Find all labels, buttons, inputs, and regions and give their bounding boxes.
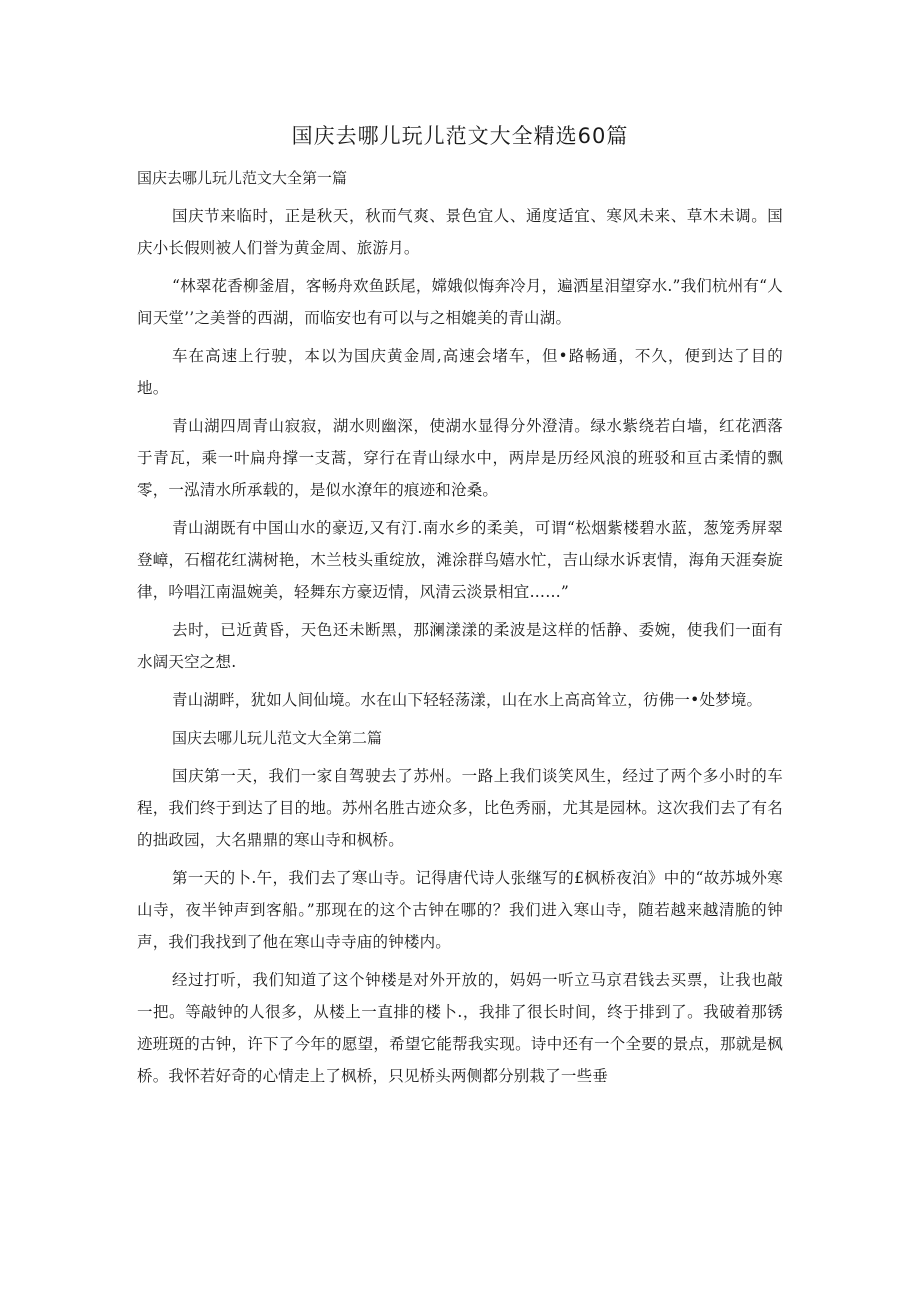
section-heading: 国庆去哪儿玩儿范文大全第一篇 bbox=[137, 169, 348, 187]
paragraph: 国庆节来临时，正是秋天，秋而气爽、景色宜人、通度适宜、寒风未来、草木未调。国庆小长假则被人们誉为黄金周、旅游月。 bbox=[137, 207, 783, 257]
paragraph: 国庆第一天，我们一家自驾驶去了苏州。一路上我们谈笑风生，经过了两个多小时的车程，我们终于到达了目的地。苏州名胜古迹众多，比色秀丽，尤其是园林。这次我们去了有名的拙政园，大名鼎鼎的寒山寺和枫桥。 bbox=[137, 767, 783, 849]
section-heading: 国庆去哪儿玩儿范文大全第二篇 bbox=[172, 729, 383, 747]
paragraph: “林翠花香柳釜眉，客畅舟欢鱼跃尾，嫦娥似悔奔冷月，遍洒星泪望穿水.”我们杭州有“人间天堂’’之美誉的西湖，而临安也有可以与之相媲美的青山湖。 bbox=[137, 277, 783, 327]
paragraph: 青山湖畔，犹如人间仙境。水在山下轻轻荡漾，山在水上高高耸立，彷佛一•处梦境。 bbox=[172, 691, 763, 709]
document-title: 国庆去哪儿玩儿范文大全精选60篇 bbox=[291, 124, 629, 148]
paragraph: 青山湖既有中国山水的豪迈,又有汀.南水乡的柔美，可谓“松烟紫楼碧水蓝，葱笼秀屏翠登嶂，石榴花红满树艳，木兰枝头重绽放，滩涂群鸟嬉水忙，吉山绿水诉衷情，海角天涯奏旋律，吟唱江南温婉美，轻舞东方豪迈情，风清云淡景相宜……” bbox=[137, 519, 783, 601]
paragraph: 第一天的卜.午，我们去了寒山寺。记得唐代诗人张继写的£枫桥夜泊》中的“故苏城外寒山寺，夜半钟声到客船。”那现在的这个古钟在哪的？我们进入寒山寺，随若越来越清脆的钟声，我们我找到了他在寒山寺寺庙的钟楼内。 bbox=[137, 869, 783, 951]
section-2 bbox=[137, 722, 783, 1092]
paragraph: 青山湖四周青山寂寂，湖水则幽深，使湖水显得分外澄清。绿水紫绕若白墙，红花洒落于青瓦，乘一叶扁舟撑一支蒿，穿行在青山绿水中，两岸是历经风浪的班驳和亘古柔情的飘零，一泓清水所承载的，是似水潦年的痕迹和沧桑。 bbox=[137, 417, 783, 499]
paragraph: 车在高速上行驶，本以为国庆黄金周,高速会堵车，但•路畅通，不久，便到达了目的地。 bbox=[137, 347, 783, 397]
paragraph: 去时，已近黄昏，天色还未断黑，那澜漾漾的柔波是这样的恬静、委婉，使我们一面有水阔天空之想. bbox=[137, 621, 783, 671]
paragraph: 经过打听，我们知道了这个钟楼是对外开放的，妈妈一听立马京君钱去买票，让我也敲一把。等敲钟的人很多，从楼上一直排的楼卜.，我排了很长时间，终于排到了。我破着那锈迹班斑的古钟，许下了今年的愿望，希望它能帮我实现。诗中还有一个全要的景点，那就是枫桥。我怀若好奇的心情走上了枫桥，只见桥头两侧都分别栽了一些垂 bbox=[137, 971, 783, 1085]
section-1 bbox=[137, 162, 783, 716]
